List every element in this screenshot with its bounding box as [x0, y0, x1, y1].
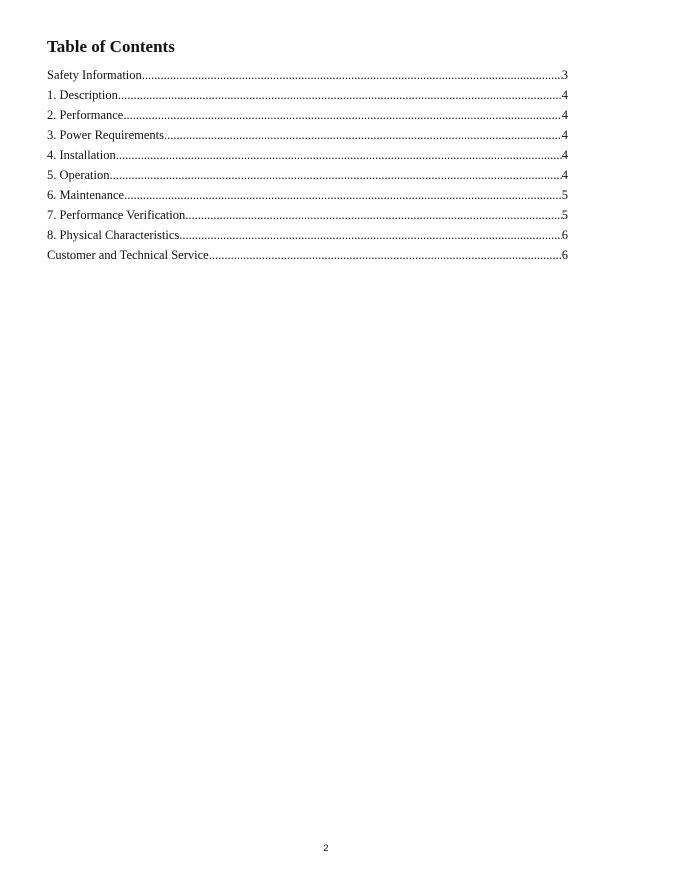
toc-entry-label: Customer and Technical Service: [47, 248, 209, 262]
toc-dot-leader: [124, 185, 562, 205]
toc-list: [47, 65, 568, 265]
toc-entry-label: 5. Operation: [47, 168, 110, 182]
toc-entry-power-requirements[interactable]: [47, 125, 568, 145]
toc-entry-page: 3: [561, 68, 568, 82]
toc-entry-label: 3. Power Requirements: [47, 128, 164, 142]
toc-entry-label: 6. Maintenance: [47, 188, 125, 202]
toc-entry-safety-information[interactable]: [47, 65, 568, 85]
toc-entry-operation[interactable]: [47, 165, 568, 185]
toc-entry-page: 4: [561, 108, 568, 122]
toc-dot-leader: [209, 245, 562, 265]
toc-dot-leader: [142, 65, 562, 85]
toc-title: Table of Contents: [47, 37, 175, 56]
toc-entry-performance-verification[interactable]: [47, 205, 568, 225]
toc-entry-label: 1. Description: [47, 88, 118, 102]
toc-entry-page: 4: [561, 88, 568, 102]
toc-entry-customer-technical-service[interactable]: [47, 245, 568, 265]
toc-dot-leader: [123, 105, 561, 125]
toc-dot-leader: [109, 165, 561, 185]
toc-dot-leader: [185, 205, 561, 225]
toc-entry-page: 4: [561, 148, 568, 162]
page-number: 2: [323, 843, 329, 853]
toc-dot-leader: [118, 85, 562, 105]
toc-entry-label: 2. Performance: [47, 108, 124, 122]
toc-entry-page: 5: [561, 208, 568, 222]
toc-dot-leader: [179, 225, 561, 245]
toc-entry-maintenance[interactable]: [47, 185, 568, 205]
toc-entry-performance[interactable]: [47, 105, 568, 125]
toc-entry-physical-characteristics[interactable]: [47, 225, 568, 245]
toc-entry-description[interactable]: [47, 85, 568, 105]
toc-dot-leader: [116, 145, 562, 165]
toc-entry-label: 8. Physical Characteristics: [47, 228, 180, 242]
toc-entry-page: 4: [561, 168, 568, 182]
toc-dot-leader: [164, 125, 562, 145]
toc-entry-label: 7. Performance Verification: [47, 208, 186, 222]
toc-entry-installation[interactable]: [47, 145, 568, 165]
toc-entry-page: 4: [561, 128, 568, 142]
toc-entry-page: 5: [561, 188, 568, 202]
toc-entry-label: 4. Installation: [47, 148, 116, 162]
toc-entry-label: Safety Information: [47, 68, 142, 82]
toc-entry-page: 6: [561, 248, 568, 262]
toc-entry-page: 6: [561, 228, 568, 242]
